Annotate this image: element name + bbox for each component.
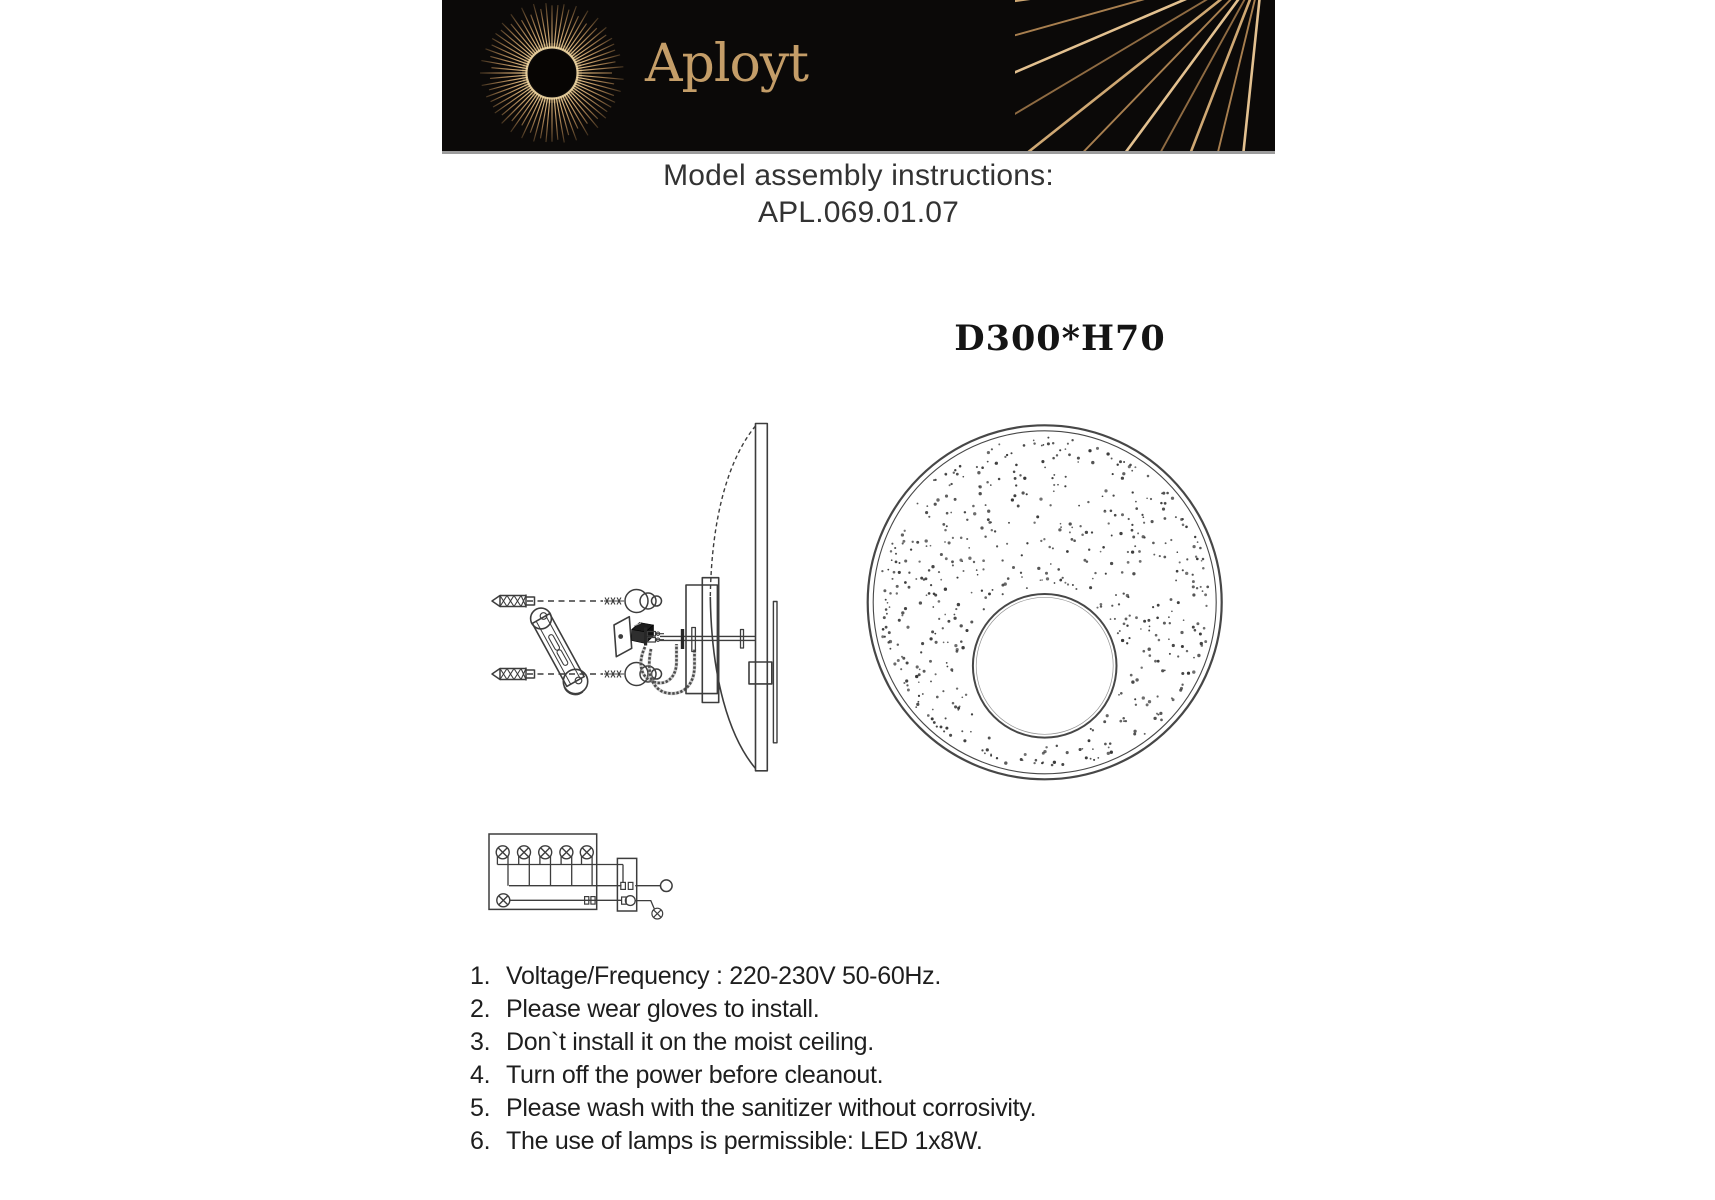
item-number: 4. bbox=[470, 1061, 491, 1089]
side-view-assembly-diagram bbox=[430, 373, 870, 785]
list-item bbox=[470, 993, 1110, 1026]
brand-wordmark: Aployt bbox=[645, 34, 809, 94]
page-title: Model assembly instructions: bbox=[663, 159, 1054, 192]
item-text: Please wash with the sanitizer without corrosivity. bbox=[506, 1094, 1037, 1122]
front-view-diagram bbox=[845, 403, 1245, 807]
brand-banner bbox=[442, 0, 1275, 154]
lamp-body-profile bbox=[710, 424, 777, 771]
model-code: APL.069.01.07 bbox=[757, 196, 960, 229]
driver-node bbox=[661, 880, 673, 892]
washer-stack-top-icon bbox=[625, 590, 662, 613]
screw-top-icon bbox=[604, 598, 624, 605]
wiring-diagram bbox=[465, 820, 710, 943]
screw-bottom-icon bbox=[604, 671, 624, 678]
item-number: 5. bbox=[470, 1094, 491, 1122]
stipple-texture bbox=[881, 437, 1209, 767]
list-item bbox=[470, 1059, 1110, 1092]
item-number: 1. bbox=[470, 962, 491, 990]
dimension-label: D300*H70 bbox=[954, 318, 1166, 359]
item-text: Voltage/Frequency : 220-230V 50-60Hz. bbox=[506, 962, 942, 990]
list-item bbox=[470, 1125, 1110, 1158]
instruction-list bbox=[470, 960, 1110, 1158]
rays-decoration bbox=[1015, 0, 1275, 151]
item-number: 3. bbox=[470, 1028, 491, 1056]
sunburst-logo-icon bbox=[442, 0, 672, 151]
lamp-symbols bbox=[496, 846, 662, 919]
item-text: The use of lamps is permissible: LED 1x8W. bbox=[506, 1127, 983, 1155]
item-text: Turn off the power before cleanout. bbox=[506, 1061, 884, 1089]
item-number: 2. bbox=[470, 995, 491, 1023]
terminal-block bbox=[617, 858, 636, 911]
wire-connector-block bbox=[632, 623, 664, 646]
list-item bbox=[470, 1026, 1110, 1059]
item-text: Don`t install it on the moist ceiling. bbox=[506, 1028, 874, 1056]
list-item bbox=[470, 960, 1110, 993]
item-number: 6. bbox=[470, 1127, 491, 1155]
title-block bbox=[442, 157, 1275, 231]
mounting-bracket bbox=[531, 608, 588, 695]
mounting-plate bbox=[614, 617, 632, 657]
item-text: Please wear gloves to install. bbox=[506, 995, 820, 1023]
list-item bbox=[470, 1092, 1110, 1125]
mount-frame bbox=[660, 578, 755, 703]
